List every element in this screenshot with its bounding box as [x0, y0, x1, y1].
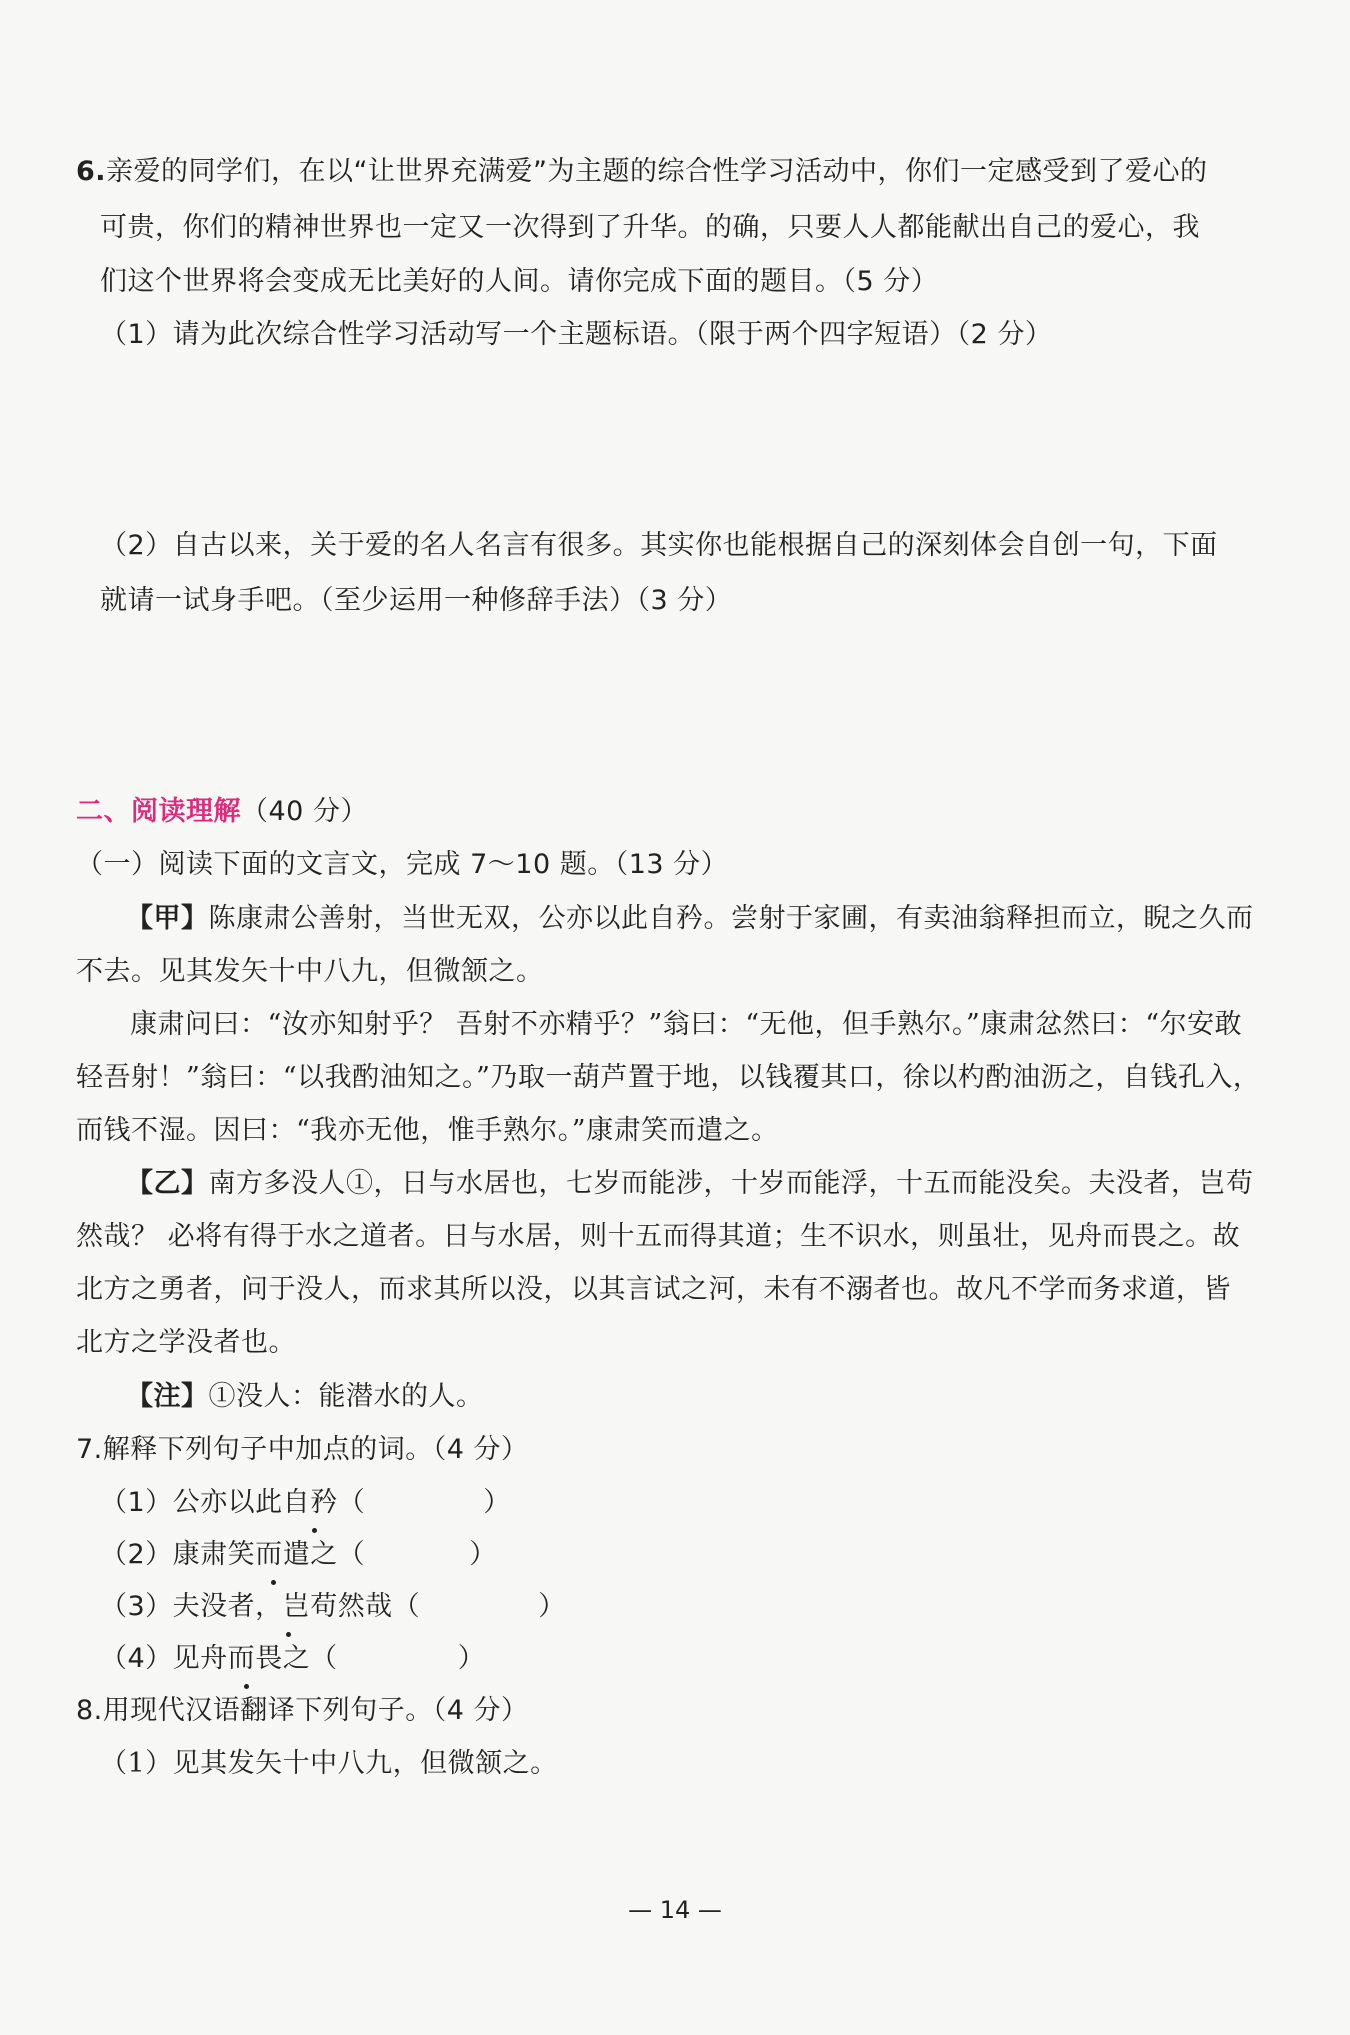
dotted-word: 矜: [310, 1487, 338, 1518]
emphasis-dot: [271, 1580, 276, 1585]
q6-number: 6.: [76, 156, 107, 187]
yi-line4: 北方之学没者也。: [76, 1327, 296, 1358]
section-title: 二、阅读理解: [76, 796, 241, 827]
q6-intro-line1: 6.亲爱的同学们，在以“让世界充满爱”为主题的综合性学习活动中，你们一定感受到了爱心的: [76, 156, 1208, 187]
jia-line5: 而钱不湿。因曰：“我亦无他，惟手熟尔。”康肃笑而遣之。: [76, 1115, 779, 1146]
yi-tag: 【乙】: [126, 1168, 209, 1199]
q7-item-3: （3）夫没者，岂苟然哉（ ）: [100, 1591, 566, 1622]
q8-heading: 8.用现代汉语翻译下列句子。（4 分）: [76, 1695, 529, 1726]
dotted-word: 苟: [310, 1591, 338, 1622]
q7-heading: 7.解释下列句子中加点的词。（4 分）: [76, 1434, 529, 1465]
jia-line4: 轻吾射！”翁曰：“以我酌油知之。”乃取一葫芦置于地，以钱覆其口，徐以杓酌油沥之，自钱孔入，: [76, 1062, 1261, 1093]
note-tag: 【注】: [126, 1381, 209, 1412]
q6-sub1: （1）请为此次综合性学习活动写一个主题标语。（限于两个四字短语）（2 分）: [100, 319, 1053, 350]
q7-item-1: （1）公亦以此自矜（ ）: [100, 1487, 511, 1518]
q6-intro-line3: 们这个世界将会变成无比美好的人间。请你完成下面的题目。（5 分）: [100, 266, 939, 297]
jia-tag: 【甲】: [126, 903, 209, 934]
jia-line1: 【甲】陈康肃公善射，当世无双，公亦以此自矜。尝射于家圃，有卖油翁释担而立，睨之久而: [126, 903, 1254, 934]
yi-line3: 北方之勇者，问于没人，而求其所以没，以其言试之河，未有不溺者也。故凡不学而务求道，皆: [76, 1274, 1231, 1305]
dotted-word: 畏: [255, 1643, 283, 1674]
yi-line1: 【乙】南方多没人①，日与水居也，七岁而能涉，十岁而能浮，十五而能没矣。夫没者，岂苟: [126, 1168, 1254, 1199]
q7-item-2: （2）康肃笑而遣之（ ）: [100, 1539, 497, 1570]
yi-line2: 然哉？ 必将有得于水之道者。日与水居，则十五而得其道；生不识水，则虽壮，见舟而畏之。故: [76, 1221, 1241, 1252]
q8-sub1: （1）见其发矢十中八九，但微颔之。: [100, 1748, 558, 1779]
part1-instruction: （一）阅读下面的文言文，完成 7～10 题。（13 分）: [76, 849, 729, 880]
jia-line2: 不去。见其发矢十中八九，但微颔之。: [76, 956, 544, 987]
jia-line3: 康肃问曰：“汝亦知射乎？ 吾射不亦精乎？”翁曰：“无他，但手熟尔。”康肃忿然曰：“尔安敢: [130, 1009, 1243, 1040]
dotted-word: 遣: [282, 1539, 311, 1570]
emphasis-dot: [286, 1632, 291, 1637]
section-heading: [76, 795, 368, 829]
q6-sub2-line2: 就请一试身手吧。（至少运用一种修辞手法）（3 分）: [100, 585, 733, 616]
q7-item-4: （4）见舟而畏之（ ）: [100, 1643, 486, 1674]
note-text: ①没人：能潜水的人。: [208, 1381, 484, 1412]
q6-intro-line2: 可贵，你们的精神世界也一定又一次得到了升华。的确，只要人人都能献出自己的爱心，我: [100, 212, 1200, 243]
emphasis-dot: [244, 1684, 249, 1689]
emphasis-dot: [312, 1528, 317, 1533]
q6-sub2-line1: （2）自古以来，关于爱的名人名言有很多。其实你也能根据自己的深刻体会自创一句，下面: [100, 530, 1218, 561]
page-number: — 14 —: [628, 1896, 722, 1924]
note: [126, 1380, 484, 1414]
section-score: （40 分）: [241, 796, 368, 827]
